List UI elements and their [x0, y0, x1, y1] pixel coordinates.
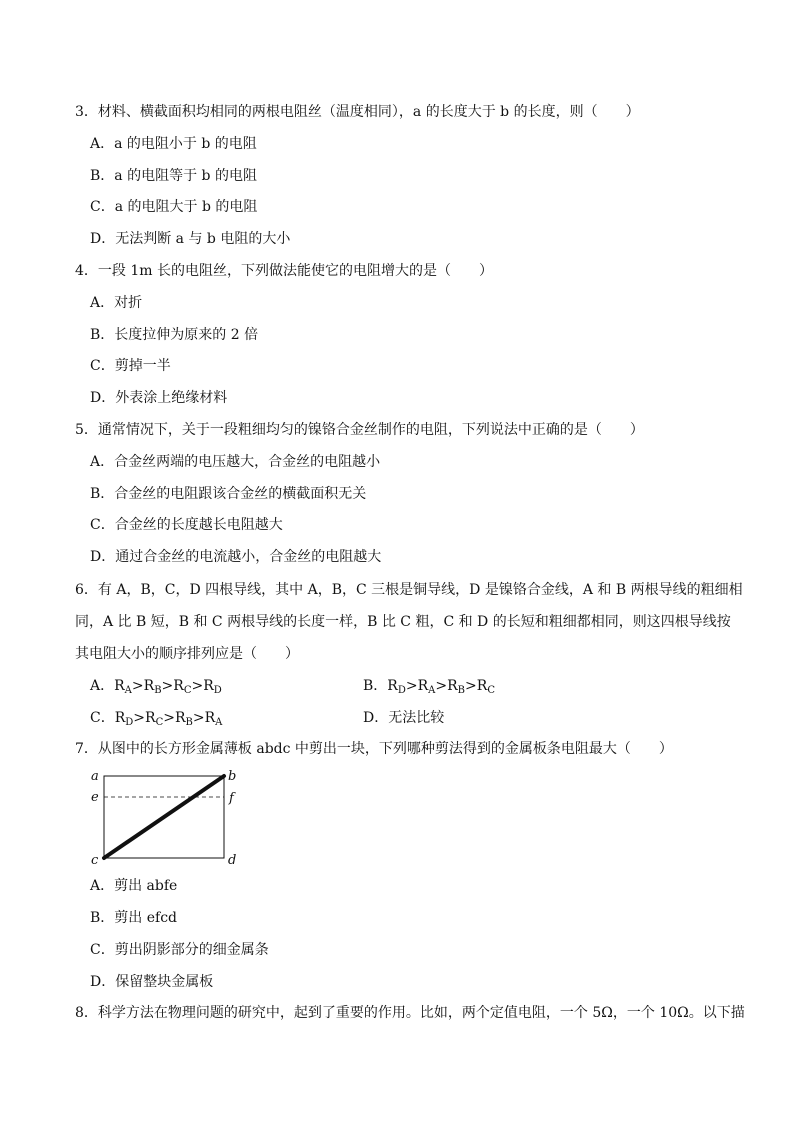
q5-stem: 5．通常情况下，关于一段粗细均匀的镍铬合金丝制作的电阻，下列说法中正确的是（ ） — [75, 422, 644, 438]
q5-option-a: A．合金丝两端的电压越大，合金丝的电阻越小 — [90, 454, 381, 470]
shaded-strip — [104, 776, 224, 858]
q6-option-d: D．无法比较 — [363, 710, 445, 726]
q7-option-b: B．剪出 efcd — [90, 910, 178, 926]
q6-option-b-label: B． — [363, 678, 388, 694]
label-e: e — [91, 790, 99, 805]
q6-stem-line-1: 6．有 A，B，C，D 四根导线，其中 A，B，C 三根是铜导线，D 是镍铬合金线，A 和 B 两根导线的粗细相 — [75, 582, 743, 598]
q6-stem-line-2: 同，A 比 B 短，B 和 C 两根导线的长度一样，B 比 C 粗，C 和 D 的长短和粗细都相同，则这四根导线按 — [75, 614, 731, 630]
q5-option-b: B．合金丝的电阻跟该合金丝的横截面积无关 — [90, 486, 367, 502]
q7-option-c: C．剪出阴影部分的细金属条 — [90, 942, 269, 958]
q3-option-a: A．a 的电阻小于 b 的电阻 — [90, 136, 257, 152]
q4-stem: 4．一段 1m 长的电阻丝，下列做法能使它的电阻增大的是（ ） — [75, 263, 493, 279]
label-c: c — [91, 853, 99, 868]
q3-option-c: C．a 的电阻大于 b 的电阻 — [90, 199, 258, 215]
q4-option-c: C．剪掉一半 — [90, 358, 171, 374]
q7-option-a: A．剪出 abfe — [90, 878, 178, 894]
q6-option-b: B．$R_D>R_A>R_B>R_C$ — [363, 678, 495, 696]
label-d: d — [228, 853, 237, 868]
q3-option-d: D．无法判断 a 与 b 电阻的大小 — [90, 231, 291, 247]
q4-option-a: A．对折 — [90, 295, 143, 311]
label-a: a — [91, 769, 99, 784]
q3-stem: 3．材料、横截面积均相同的两根电阻丝（温度相同），a 的长度大于 b 的长度，则（ ） — [75, 104, 640, 120]
q6-stem-line-3: 其电阻大小的顺序排列应是（ ） — [75, 646, 299, 662]
metal-plate-figure — [88, 766, 248, 868]
label-b: b — [228, 769, 237, 784]
q6-option-c: C．$R_D>R_C>R_B>R_A$ — [90, 710, 223, 728]
q4-option-b: B．长度拉伸为原来的 2 倍 — [90, 327, 259, 343]
q6-option-c-label: C． — [90, 710, 115, 726]
q5-option-c: C．合金丝的长度越长电阻越大 — [90, 517, 283, 533]
q7-option-d: D．保留整块金属板 — [90, 974, 214, 990]
q6-option-a-label: A． — [90, 678, 115, 694]
q8-stem: 8．科学方法在物理问题的研究中，起到了重要的作用。比如，两个定值电阻，一个 5Ω，一个 10Ω。以下描 — [75, 1005, 745, 1021]
label-f: f — [229, 791, 234, 806]
q7-stem: 7．从图中的长方形金属薄板 abdc 中剪出一块，下列哪种剪法得到的金属板条电阻最大（ ） — [75, 741, 673, 757]
q5-option-d: D．通过合金丝的电流越小，合金丝的电阻越大 — [90, 549, 382, 565]
q3-option-b: B．a 的电阻等于 b 的电阻 — [90, 168, 257, 184]
q6-option-a: A．$R_A>R_B>R_C>R_D$ — [90, 678, 222, 696]
q4-option-d: D．外表涂上绝缘材料 — [90, 390, 228, 406]
